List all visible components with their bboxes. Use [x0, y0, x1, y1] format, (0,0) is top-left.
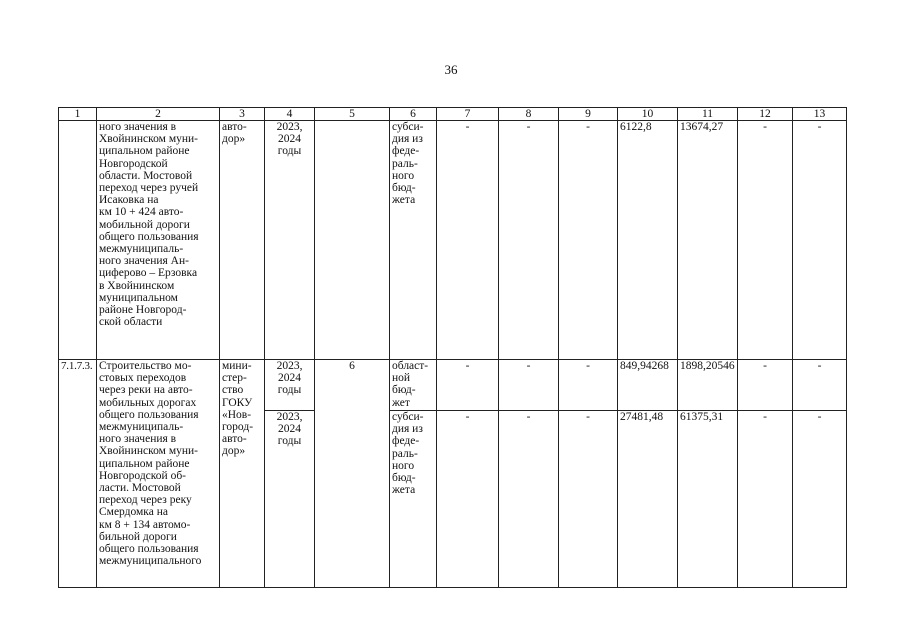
- amount-cell: 849,94268: [618, 360, 678, 411]
- amount-cell: -: [499, 121, 559, 360]
- period: 2023, 2024 годы: [265, 360, 315, 411]
- header-cell: 7: [437, 108, 499, 121]
- amount-cell: 1898,20546: [678, 360, 738, 411]
- amount-cell: -: [437, 411, 499, 588]
- amount-cell: -: [437, 121, 499, 360]
- amount-cell: 6122,8: [618, 121, 678, 360]
- object-description: ного значения в Хвойнинском муни- ципальном районе Новгородской области. Мостовой переход через ручей Исаковка на км 10 + 424 авто- мобильной дороги общего пользования межмуниципаль- ного значения Ан- циферово – Ерзовка в Хвойнинском муниципальном районе Новгород- ской области: [97, 121, 220, 360]
- header-cell: 12: [738, 108, 793, 121]
- header-cell: 8: [499, 108, 559, 121]
- amount-cell: -: [738, 411, 793, 588]
- header-cell: 10: [618, 108, 678, 121]
- page-number: 36: [444, 62, 458, 77]
- header-cell: 4: [265, 108, 315, 121]
- program-table: [58, 107, 847, 588]
- amount-cell: -: [559, 121, 618, 360]
- header-cell: 1: [59, 108, 97, 121]
- amount-cell: -: [738, 360, 793, 411]
- amount-cell: -: [499, 411, 559, 588]
- header-cell: 3: [220, 108, 265, 121]
- table-row: [59, 121, 847, 360]
- amount-cell: -: [793, 360, 847, 411]
- target-indicator: [315, 121, 390, 360]
- amount-cell: -: [559, 360, 618, 411]
- amount-cell: -: [793, 121, 847, 360]
- header-cell: 9: [559, 108, 618, 121]
- period: 2023, 2024 годы: [265, 121, 315, 360]
- header-cell: 2: [97, 108, 220, 121]
- amount-cell: -: [738, 121, 793, 360]
- header-cell: 5: [315, 108, 390, 121]
- amount-cell: 13674,27: [678, 121, 738, 360]
- header-cell: 6: [390, 108, 437, 121]
- funding-source: субси- дия из феде- раль- ного бюд- жета: [390, 411, 437, 588]
- table-row: [59, 360, 847, 411]
- object-description: Строительство мо- стовых переходов через реки на авто- мобильных дорогах общего пользования межмуниципаль- ного значения в Хвойнинском муни- ципальном районе Новгородской об- ласти. Мостовой переход через реку Смердомка на км 8 + 134 автомо- бильной дороги общего пользования межмуниципального: [97, 360, 220, 588]
- row-number: 7.1.7.3.: [59, 360, 97, 588]
- amount-cell: -: [437, 360, 499, 411]
- executor: авто- дор»: [220, 121, 265, 360]
- header-cell: 13: [793, 108, 847, 121]
- amount-cell: 27481,48: [618, 411, 678, 588]
- funding-source: област- ной бюд- жет: [390, 360, 437, 411]
- amount-cell: -: [499, 360, 559, 411]
- header-cell: 11: [678, 108, 738, 121]
- row-number: [59, 121, 97, 360]
- header-row: [59, 108, 847, 121]
- executor: мини- стер- ство ГОКУ «Нов- город- авто- дор»: [220, 360, 265, 588]
- amount-cell: 61375,31: [678, 411, 738, 588]
- target-indicator: 6: [315, 360, 390, 588]
- funding-source: субси- дия из феде- раль- ного бюд- жета: [390, 121, 437, 360]
- amount-cell: -: [793, 411, 847, 588]
- amount-cell: -: [559, 411, 618, 588]
- period: 2023, 2024 годы: [265, 411, 315, 588]
